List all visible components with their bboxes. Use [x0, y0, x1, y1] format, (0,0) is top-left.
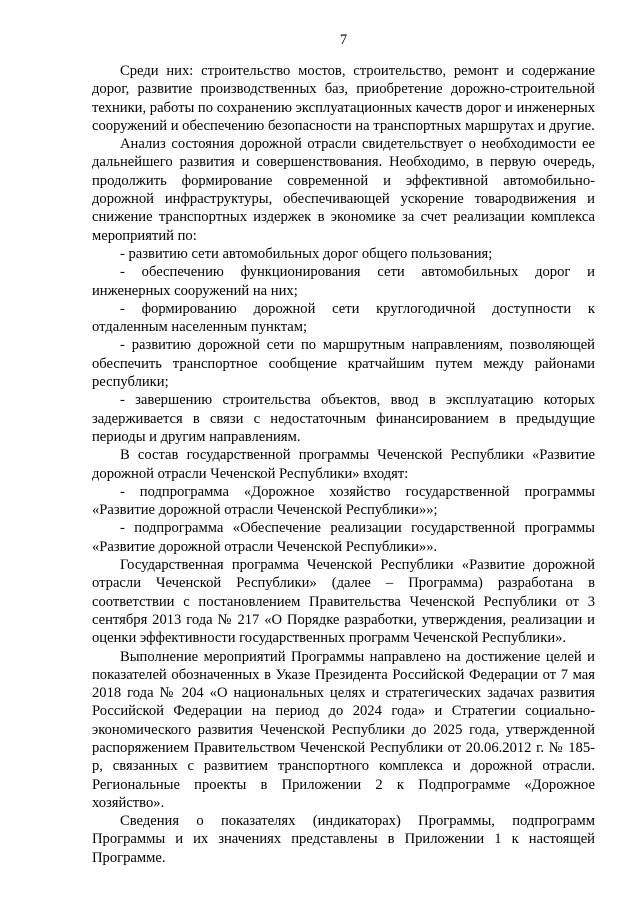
list-item: - развитию сети автомобильных дорог общего пользования;: [120, 245, 493, 262]
paragraph-program-goals: Выполнение мероприятий Программы направлено на достижение целей и показателей обозначенных в Указе Президента Российской Федерации от 7 мая 2018 года № 204 «О национальных целях и стратегических задачах развития Российской Федерации на период до 2024 года» и Стратегии социально-экономического развития Чеченской Республики до 2025 года, утвержденной распоряжением Правительством Чеченской Республики от 20.06.2012 г. № 185-р, связанных с развитием транспортного комплекса и дорожной отрасли. Региональные проекты в Приложении 2 к Подпрограмме «Дорожное хозяйство».: [92, 648, 595, 811]
list-item: - завершению строительства объектов, ввод в эксплуатацию которых задерживается в связи с недостаточным финансированием в предыдущие периоды и другим направлениям.: [92, 392, 595, 445]
list-item: - формированию дорожной сети круглогодичной доступности к отдаленным населенным пунктам;: [92, 300, 595, 336]
paragraph-analysis: Анализ состояния дорожной отрасли свидетельствует о необходимости ее дальнейшего развития и совершенствования. Необходимо, в первую очередь, продолжить формирование современной и эффективной автомобильно-дорожной инфраструктуры, обеспечивающей ускорение товародвижения и снижение транспортных издержек в экономике за счет реализации комплекса мероприятий по:: [92, 136, 595, 244]
document-page: [92, 0, 595, 867]
paragraph-program-basis: Государственная программа Чеченской Республики «Развитие дорожной отрасли Чеченской Республики» (далее – Программа) разработана в соответствии с постановлением Правительства Чеченской Республики от 3 сентября 2013 года № 217 «О Порядке разработки, утверждения, реализации и оценки эффективности государственных программ Чеченской Республики».: [92, 557, 595, 647]
paragraph-indicators: Сведения о показателях (индикаторах) Программы, подпрограмм Программы и их значениях представлены в Приложении 1 к настоящей Программе.: [92, 813, 595, 866]
list-item: - подпрограмма «Обеспечение реализации государственной программы «Развитие дорожной отрасли Чеченской Республики»».: [92, 520, 595, 555]
page-number: 7: [339, 32, 348, 48]
list-item: - подпрограмма «Дорожное хозяйство государственной программы «Развитие дорожной отрасли Чеченской Республики»»;: [92, 483, 595, 519]
paragraph-works-list: Среди них: строительство мостов, строительство, ремонт и содержание дорог, развитие производственных баз, приобретение дорожно-строительной техники, работы по сохранению эксплуатационных качеств дорог и инженерных сооружений и обеспечению безопасности на транспортных маршрутах и другие.: [92, 63, 595, 134]
list-item: - обеспечению функционирования сети автомобильных дорог и инженерных сооружений на них;: [92, 264, 595, 299]
paragraph-program-composition: В состав государственной программы Чеченской Республики «Развитие дорожной отрасли Чеченской Республики» входят:: [92, 447, 595, 482]
list-item: - развитию дорожной сети по маршрутным направлениям, позволяющей обеспечить транспортное сообщение кратчайшим путем между районами республики;: [92, 337, 595, 391]
